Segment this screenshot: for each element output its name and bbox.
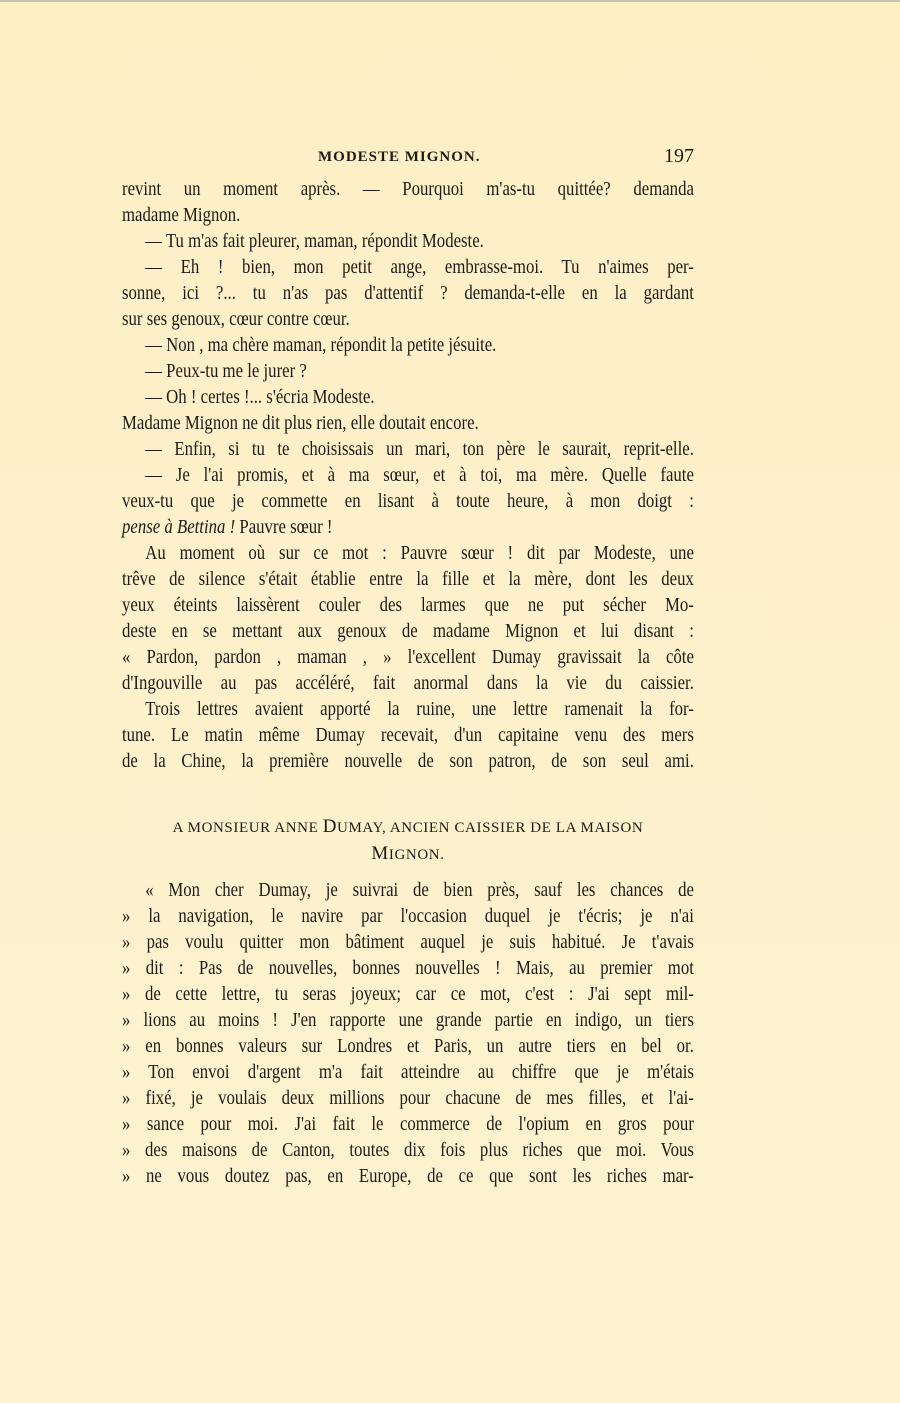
letter-line: » fixé, je voulais deux millions pour chacune de mes filles, et l'ai- [122,1088,694,1109]
letter-line: » des maisons de Canton, toutes dix fois plus riches que moi. Vous [122,1140,694,1161]
text-line: tune. Le matin même Dumay recevait, d'un capitaine venu des mers [122,725,694,746]
letter-heading-line-1 [122,814,694,841]
letter-heading-line-2 [122,841,694,868]
heading-capital: D [322,816,338,837]
letter-line: » pas voulu quitter mon bâtiment auquel je suis habitué. Je t'avais [122,932,694,953]
heading-text: A MONSIEUR ANNE [172,820,323,836]
body-text [122,177,694,775]
heading-text: , ANCIEN CAISSIER DE LA MAISON [381,820,644,836]
letter-line: » en bonnes valeurs sur Londres et Paris, un autre tiers en bel or. [122,1036,694,1057]
letter-line: » dit : Pas de nouvelles, bonnes nouvelles ! Mais, au premier mot [122,958,694,979]
text-line: sonne, ici ?... tu n'as pas d'attentif ? demanda-t-elle en la gardant [122,283,694,304]
text-line: — Enfin, si tu te choisissais un mari, ton père le saurait, reprit-elle. [145,439,694,460]
letter-text [122,878,694,1190]
text-line: — Tu m'as fait pleurer, maman, répondit Modeste. [145,231,484,252]
text-line: — Je l'ai promis, et à ma sœur, et à toi, ma mère. Quelle faute [145,465,694,486]
text-line: trêve de silence s'était établie entre la fille et la mère, dont les deux [122,569,694,590]
letter-line: » sance pour moi. J'ai fait le commerce de l'opium en gros pour [122,1114,694,1135]
heading-text: UMAY [337,820,382,836]
scan-edge [0,0,900,2]
text-line: madame Mignon. [122,205,241,226]
text-line: yeux éteints laissèrent couler des larmes que ne put sécher Mo- [122,595,694,616]
text-span: Pauvre sœur ! [235,517,333,538]
text-line: « Pardon, pardon , maman , » l'excellent Dumay gravissait la côte [122,647,694,668]
text-line: veux-tu que je commette en lisant à toute heure, à mon doigt : [122,491,694,512]
text-line: revint un moment après. — Pourquoi m'as-tu quittée? demanda [122,179,694,200]
text-line: — Eh ! bien, mon petit ange, embrasse-moi. Tu n'aimes per- [145,257,694,278]
text-line: Trois lettres avaient apporté la ruine, une lettre ramenait la for- [145,699,694,720]
letter-line: » ne vous doutez pas, en Europe, de ce que sont les riches mar- [122,1166,694,1187]
letter-line: » lions au moins ! J'en rapporte une grande partie en indigo, un tiers [122,1010,694,1031]
letter-heading [122,814,694,868]
letter-line: » la navigation, le navire par l'occasion duquel je t'écris; je n'ai [122,906,694,927]
page-number: 197 [664,145,694,167]
heading-capital: M [371,843,389,864]
text-line: Au moment où sur ce mot : Pauvre sœur ! dit par Modeste, une [145,543,694,564]
text-line: — Peux-tu me le jurer ? [145,361,307,382]
text-line: deste en se mettant aux genoux de madame Mignon et lui disant : [122,621,694,642]
text-line: — Non , ma chère maman, répondit la petite jésuite. [145,335,497,356]
page-header [122,145,694,173]
running-title: MODESTE MIGNON. [318,149,481,165]
text-line [122,515,694,541]
text-line: Madame Mignon ne dit plus rien, elle doutait encore. [122,413,479,434]
text-line: de la Chine, la première nouvelle de son patron, de son seul ami. [122,751,694,772]
italic-phrase: pense à Bettina ! [122,517,236,538]
letter-line: « Mon cher Dumay, je suivrai de bien près, sauf les chances de [145,880,694,901]
text-line: d'Ingouville au pas accéléré, fait anormal dans la vie du caissier. [122,673,694,694]
heading-text: IGNON. [388,847,445,863]
text-line: — Oh ! certes !... s'écria Modeste. [145,387,375,408]
letter-line: » de cette lettre, tu seras joyeux; car ce mot, c'est : J'ai sept mil- [122,984,694,1005]
letter-line: » Ton envoi d'argent m'a fait atteindre au chiffre que je m'étais [122,1062,694,1083]
text-line: sur ses genoux, cœur contre cœur. [122,309,350,330]
